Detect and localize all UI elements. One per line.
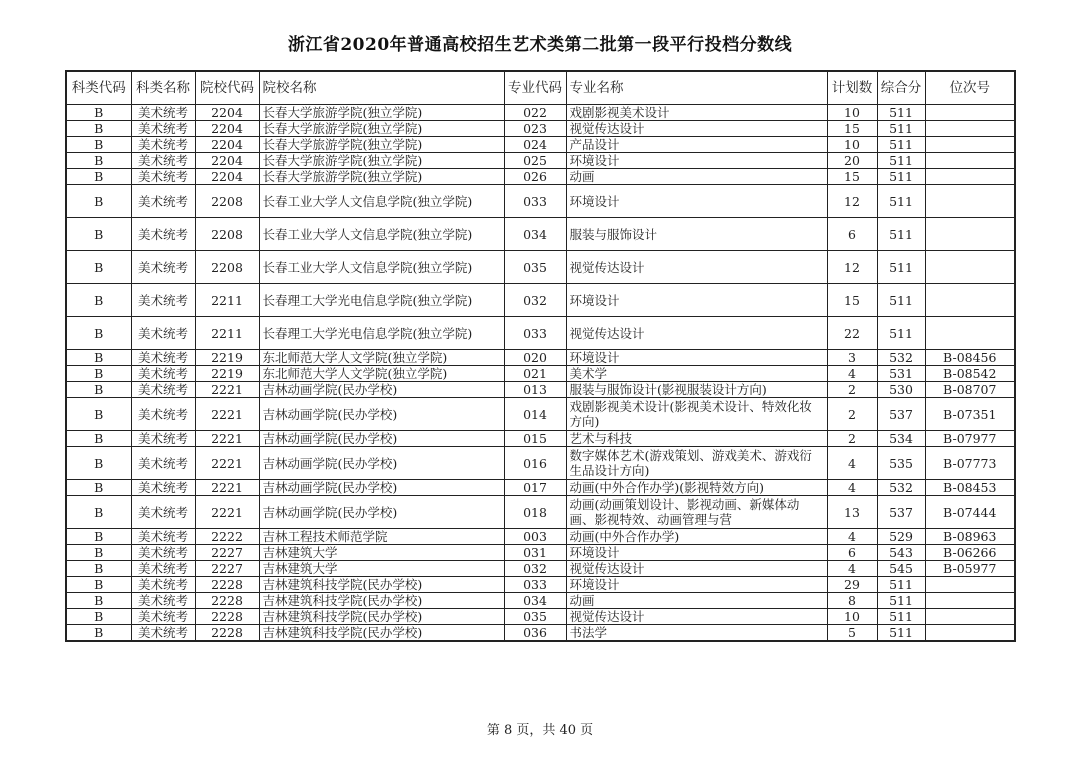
cell-major-name: 动画 <box>566 169 827 185</box>
cell-major-name: 视觉传达设计 <box>566 561 827 577</box>
page-footer: 第 8 页，共 40 页 <box>486 723 594 738</box>
cell-cat-code: B <box>66 496 131 529</box>
cell-cat-name: 美术统考 <box>131 577 195 593</box>
cell-major-name: 动画(动画策划设计、影视动画、新媒体动画、影视特效、动画管理与营 <box>566 496 827 529</box>
cell-cat-name: 美术统考 <box>131 382 195 398</box>
cell-plan: 2 <box>827 431 877 447</box>
cell-plan: 15 <box>827 121 877 137</box>
cell-cat-code: B <box>66 561 131 577</box>
cell-rank: B-07351 <box>925 398 1015 431</box>
cell-score: 511 <box>877 284 925 317</box>
cell-school-name: 吉林动画学院(民办学校) <box>259 480 504 496</box>
cell-plan: 20 <box>827 153 877 169</box>
cell-cat-code: B <box>66 625 131 642</box>
cell-rank <box>925 625 1015 642</box>
table-row <box>66 625 1015 642</box>
cell-plan: 10 <box>827 137 877 153</box>
cell-school-name: 长春大学旅游学院(独立学院) <box>259 121 504 137</box>
cell-major-code: 022 <box>504 105 566 121</box>
cell-cat-name: 美术统考 <box>131 121 195 137</box>
cell-major-code: 015 <box>504 431 566 447</box>
cell-major-code: 016 <box>504 447 566 480</box>
cell-cat-name: 美术统考 <box>131 350 195 366</box>
cell-score: 537 <box>877 398 925 431</box>
cell-rank: B-07977 <box>925 431 1015 447</box>
cell-major-code: 035 <box>504 251 566 284</box>
cell-school-code: 2227 <box>195 561 259 577</box>
cell-rank <box>925 218 1015 251</box>
cell-cat-code: B <box>66 609 131 625</box>
cell-major-name: 动画 <box>566 593 827 609</box>
cell-school-name: 东北师范大学人文学院(独立学院) <box>259 366 504 382</box>
cell-major-name: 戏剧影视美术设计 <box>566 105 827 121</box>
cell-plan: 2 <box>827 382 877 398</box>
cell-school-name: 吉林动画学院(民办学校) <box>259 398 504 431</box>
cell-plan: 15 <box>827 169 877 185</box>
cell-rank <box>925 185 1015 218</box>
cell-major-name: 书法学 <box>566 625 827 642</box>
cell-school-name: 吉林工程技术师范学院 <box>259 529 504 545</box>
cell-score: 529 <box>877 529 925 545</box>
cell-school-code: 2221 <box>195 398 259 431</box>
header-plan: 计划数 <box>827 71 877 105</box>
cell-score: 534 <box>877 431 925 447</box>
admission-score-table <box>65 70 1016 642</box>
cell-major-name: 艺术与科技 <box>566 431 827 447</box>
cell-plan: 13 <box>827 496 877 529</box>
header-school-name: 院校名称 <box>259 71 504 105</box>
cell-rank: B-08453 <box>925 480 1015 496</box>
cell-plan: 4 <box>827 447 877 480</box>
cell-major-code: 032 <box>504 284 566 317</box>
cell-score: 531 <box>877 366 925 382</box>
cell-rank: B-07773 <box>925 447 1015 480</box>
cell-major-code: 014 <box>504 398 566 431</box>
cell-rank: B-08542 <box>925 366 1015 382</box>
cell-score: 511 <box>877 218 925 251</box>
cell-cat-code: B <box>66 121 131 137</box>
cell-rank: B-08963 <box>925 529 1015 545</box>
cell-major-code: 032 <box>504 561 566 577</box>
cell-rank <box>925 609 1015 625</box>
cell-score: 537 <box>877 496 925 529</box>
table-row <box>66 398 1015 431</box>
cell-school-name: 长春大学旅游学院(独立学院) <box>259 169 504 185</box>
cell-school-code: 2221 <box>195 382 259 398</box>
table-row <box>66 431 1015 447</box>
cell-score: 511 <box>877 577 925 593</box>
cell-school-code: 2221 <box>195 480 259 496</box>
cell-cat-name: 美术统考 <box>131 137 195 153</box>
cell-cat-code: B <box>66 382 131 398</box>
cell-cat-code: B <box>66 251 131 284</box>
table-row <box>66 169 1015 185</box>
cell-school-code: 2219 <box>195 366 259 382</box>
cell-score: 530 <box>877 382 925 398</box>
cell-plan: 6 <box>827 218 877 251</box>
cell-plan: 8 <box>827 593 877 609</box>
header-major-name: 专业名称 <box>566 71 827 105</box>
cell-plan: 3 <box>827 350 877 366</box>
cell-major-name: 服装与服饰设计 <box>566 218 827 251</box>
cell-cat-code: B <box>66 398 131 431</box>
cell-major-code: 003 <box>504 529 566 545</box>
cell-rank <box>925 284 1015 317</box>
cell-school-name: 长春工业大学人文信息学院(独立学院) <box>259 218 504 251</box>
cell-plan: 5 <box>827 625 877 642</box>
cell-cat-code: B <box>66 153 131 169</box>
cell-rank: B-07444 <box>925 496 1015 529</box>
table-row <box>66 593 1015 609</box>
cell-major-code: 013 <box>504 382 566 398</box>
cell-major-name: 动画(中外合作办学)(影视特效方向) <box>566 480 827 496</box>
cell-score: 511 <box>877 185 925 218</box>
cell-major-code: 035 <box>504 609 566 625</box>
cell-cat-name: 美术统考 <box>131 625 195 642</box>
table-row <box>66 218 1015 251</box>
cell-school-name: 长春大学旅游学院(独立学院) <box>259 105 504 121</box>
cell-school-code: 2228 <box>195 625 259 642</box>
table-row <box>66 121 1015 137</box>
cell-school-code: 2222 <box>195 529 259 545</box>
cell-school-code: 2208 <box>195 218 259 251</box>
cell-rank <box>925 593 1015 609</box>
cell-major-code: 033 <box>504 185 566 218</box>
cell-rank <box>925 577 1015 593</box>
cell-school-name: 长春工业大学人文信息学院(独立学院) <box>259 251 504 284</box>
table-body <box>66 105 1015 642</box>
table-row <box>66 185 1015 218</box>
cell-school-code: 2221 <box>195 447 259 480</box>
cell-score: 511 <box>877 593 925 609</box>
cell-score: 545 <box>877 561 925 577</box>
cell-cat-code: B <box>66 169 131 185</box>
table-row <box>66 529 1015 545</box>
cell-rank <box>925 169 1015 185</box>
cell-school-code: 2211 <box>195 284 259 317</box>
cell-school-code: 2227 <box>195 545 259 561</box>
cell-major-name: 数字媒体艺术(游戏策划、游戏美术、游戏衍生品设计方向) <box>566 447 827 480</box>
cell-major-name: 环境设计 <box>566 350 827 366</box>
cell-major-code: 031 <box>504 545 566 561</box>
cell-cat-name: 美术统考 <box>131 218 195 251</box>
cell-school-code: 2228 <box>195 609 259 625</box>
cell-cat-code: B <box>66 447 131 480</box>
cell-score: 511 <box>877 137 925 153</box>
table-row <box>66 577 1015 593</box>
cell-major-name: 视觉传达设计 <box>566 317 827 350</box>
cell-plan: 4 <box>827 480 877 496</box>
table-row <box>66 350 1015 366</box>
cell-score: 511 <box>877 609 925 625</box>
cell-cat-name: 美术统考 <box>131 185 195 218</box>
cell-major-name: 环境设计 <box>566 577 827 593</box>
cell-score: 511 <box>877 121 925 137</box>
cell-major-name: 环境设计 <box>566 153 827 169</box>
cell-major-code: 020 <box>504 350 566 366</box>
table-row <box>66 366 1015 382</box>
cell-rank: B-05977 <box>925 561 1015 577</box>
table-row <box>66 496 1015 529</box>
cell-rank <box>925 317 1015 350</box>
cell-school-name: 吉林建筑科技学院(民办学校) <box>259 625 504 642</box>
cell-plan: 10 <box>827 105 877 121</box>
cell-rank <box>925 137 1015 153</box>
cell-school-code: 2221 <box>195 496 259 529</box>
cell-score: 511 <box>877 251 925 284</box>
cell-cat-code: B <box>66 529 131 545</box>
header-school-code: 院校代码 <box>195 71 259 105</box>
cell-cat-name: 美术统考 <box>131 480 195 496</box>
cell-cat-name: 美术统考 <box>131 545 195 561</box>
cell-cat-name: 美术统考 <box>131 169 195 185</box>
cell-school-code: 2204 <box>195 105 259 121</box>
header-major-code: 专业代码 <box>504 71 566 105</box>
cell-school-name: 长春大学旅游学院(独立学院) <box>259 153 504 169</box>
document-title: 浙江省2020年普通高校招生艺术类第二批第一段平行投档分数线 <box>287 35 793 55</box>
cell-score: 511 <box>877 169 925 185</box>
cell-major-code: 033 <box>504 317 566 350</box>
cell-major-code: 033 <box>504 577 566 593</box>
cell-cat-code: B <box>66 366 131 382</box>
cell-cat-name: 美术统考 <box>131 317 195 350</box>
cell-rank: B-08707 <box>925 382 1015 398</box>
cell-school-code: 2204 <box>195 121 259 137</box>
cell-score: 532 <box>877 350 925 366</box>
cell-cat-name: 美术统考 <box>131 593 195 609</box>
cell-major-code: 023 <box>504 121 566 137</box>
cell-major-code: 017 <box>504 480 566 496</box>
cell-school-name: 长春工业大学人文信息学院(独立学院) <box>259 185 504 218</box>
table-row <box>66 317 1015 350</box>
cell-rank <box>925 105 1015 121</box>
cell-cat-name: 美术统考 <box>131 561 195 577</box>
header-rank: 位次号 <box>925 71 1015 105</box>
cell-cat-code: B <box>66 577 131 593</box>
table-row <box>66 105 1015 121</box>
cell-school-name: 长春理工大学光电信息学院(独立学院) <box>259 284 504 317</box>
cell-major-name: 产品设计 <box>566 137 827 153</box>
cell-major-name: 视觉传达设计 <box>566 251 827 284</box>
cell-school-code: 2204 <box>195 169 259 185</box>
cell-school-name: 吉林建筑大学 <box>259 561 504 577</box>
cell-major-name: 美术学 <box>566 366 827 382</box>
cell-major-code: 034 <box>504 218 566 251</box>
cell-cat-code: B <box>66 137 131 153</box>
header-cat-code: 科类代码 <box>66 71 131 105</box>
cell-cat-name: 美术统考 <box>131 251 195 284</box>
table-row <box>66 480 1015 496</box>
table-row <box>66 137 1015 153</box>
cell-score: 511 <box>877 317 925 350</box>
cell-major-code: 021 <box>504 366 566 382</box>
cell-rank <box>925 153 1015 169</box>
cell-school-name: 长春大学旅游学院(独立学院) <box>259 137 504 153</box>
cell-cat-code: B <box>66 593 131 609</box>
table-row <box>66 382 1015 398</box>
cell-school-code: 2221 <box>195 431 259 447</box>
cell-major-code: 036 <box>504 625 566 642</box>
header-cat-name: 科类名称 <box>131 71 195 105</box>
cell-plan: 4 <box>827 529 877 545</box>
table-row <box>66 561 1015 577</box>
table-header-row <box>66 71 1015 105</box>
cell-major-code: 018 <box>504 496 566 529</box>
cell-school-name: 吉林动画学院(民办学校) <box>259 382 504 398</box>
cell-score: 535 <box>877 447 925 480</box>
cell-cat-name: 美术统考 <box>131 105 195 121</box>
cell-cat-code: B <box>66 480 131 496</box>
cell-school-code: 2228 <box>195 577 259 593</box>
cell-major-name: 视觉传达设计 <box>566 121 827 137</box>
cell-score: 543 <box>877 545 925 561</box>
cell-school-code: 2208 <box>195 185 259 218</box>
cell-major-code: 026 <box>504 169 566 185</box>
table-row <box>66 609 1015 625</box>
cell-school-name: 吉林动画学院(民办学校) <box>259 447 504 480</box>
cell-school-name: 吉林建筑科技学院(民办学校) <box>259 609 504 625</box>
cell-major-name: 环境设计 <box>566 284 827 317</box>
cell-score: 511 <box>877 105 925 121</box>
cell-major-name: 动画(中外合作办学) <box>566 529 827 545</box>
cell-school-code: 2204 <box>195 153 259 169</box>
cell-major-code: 034 <box>504 593 566 609</box>
cell-cat-name: 美术统考 <box>131 496 195 529</box>
cell-score: 532 <box>877 480 925 496</box>
cell-cat-code: B <box>66 431 131 447</box>
cell-plan: 6 <box>827 545 877 561</box>
table-row <box>66 284 1015 317</box>
table-row <box>66 153 1015 169</box>
cell-plan: 22 <box>827 317 877 350</box>
cell-school-code: 2204 <box>195 137 259 153</box>
cell-cat-name: 美术统考 <box>131 366 195 382</box>
table-row <box>66 447 1015 480</box>
cell-plan: 4 <box>827 366 877 382</box>
cell-school-name: 吉林建筑大学 <box>259 545 504 561</box>
cell-plan: 12 <box>827 185 877 218</box>
cell-major-name: 戏剧影视美术设计(影视美术设计、特效化妆方向) <box>566 398 827 431</box>
table-row <box>66 251 1015 284</box>
cell-plan: 29 <box>827 577 877 593</box>
cell-school-name: 吉林建筑科技学院(民办学校) <box>259 577 504 593</box>
cell-plan: 15 <box>827 284 877 317</box>
cell-major-name: 环境设计 <box>566 185 827 218</box>
cell-cat-name: 美术统考 <box>131 153 195 169</box>
cell-cat-name: 美术统考 <box>131 609 195 625</box>
cell-rank: B-06266 <box>925 545 1015 561</box>
cell-cat-code: B <box>66 185 131 218</box>
cell-score: 511 <box>877 153 925 169</box>
cell-school-name: 吉林动画学院(民办学校) <box>259 431 504 447</box>
cell-cat-code: B <box>66 545 131 561</box>
header-score: 综合分 <box>877 71 925 105</box>
cell-cat-name: 美术统考 <box>131 431 195 447</box>
cell-school-code: 2228 <box>195 593 259 609</box>
cell-school-name: 吉林建筑科技学院(民办学校) <box>259 593 504 609</box>
cell-school-code: 2208 <box>195 251 259 284</box>
cell-major-name: 视觉传达设计 <box>566 609 827 625</box>
cell-score: 511 <box>877 625 925 642</box>
cell-cat-code: B <box>66 350 131 366</box>
cell-cat-name: 美术统考 <box>131 529 195 545</box>
cell-rank <box>925 251 1015 284</box>
cell-major-name: 服装与服饰设计(影视服装设计方向) <box>566 382 827 398</box>
cell-rank: B-08456 <box>925 350 1015 366</box>
cell-school-name: 东北师范大学人文学院(独立学院) <box>259 350 504 366</box>
cell-cat-name: 美术统考 <box>131 398 195 431</box>
cell-plan: 12 <box>827 251 877 284</box>
cell-plan: 4 <box>827 561 877 577</box>
cell-plan: 2 <box>827 398 877 431</box>
cell-cat-name: 美术统考 <box>131 447 195 480</box>
cell-cat-code: B <box>66 284 131 317</box>
table-row <box>66 545 1015 561</box>
cell-major-code: 024 <box>504 137 566 153</box>
cell-cat-code: B <box>66 218 131 251</box>
cell-cat-code: B <box>66 105 131 121</box>
cell-major-code: 025 <box>504 153 566 169</box>
cell-major-name: 环境设计 <box>566 545 827 561</box>
cell-school-code: 2211 <box>195 317 259 350</box>
cell-cat-code: B <box>66 317 131 350</box>
cell-school-name: 吉林动画学院(民办学校) <box>259 496 504 529</box>
cell-rank <box>925 121 1015 137</box>
cell-school-code: 2219 <box>195 350 259 366</box>
cell-cat-name: 美术统考 <box>131 284 195 317</box>
cell-school-name: 长春理工大学光电信息学院(独立学院) <box>259 317 504 350</box>
cell-plan: 10 <box>827 609 877 625</box>
